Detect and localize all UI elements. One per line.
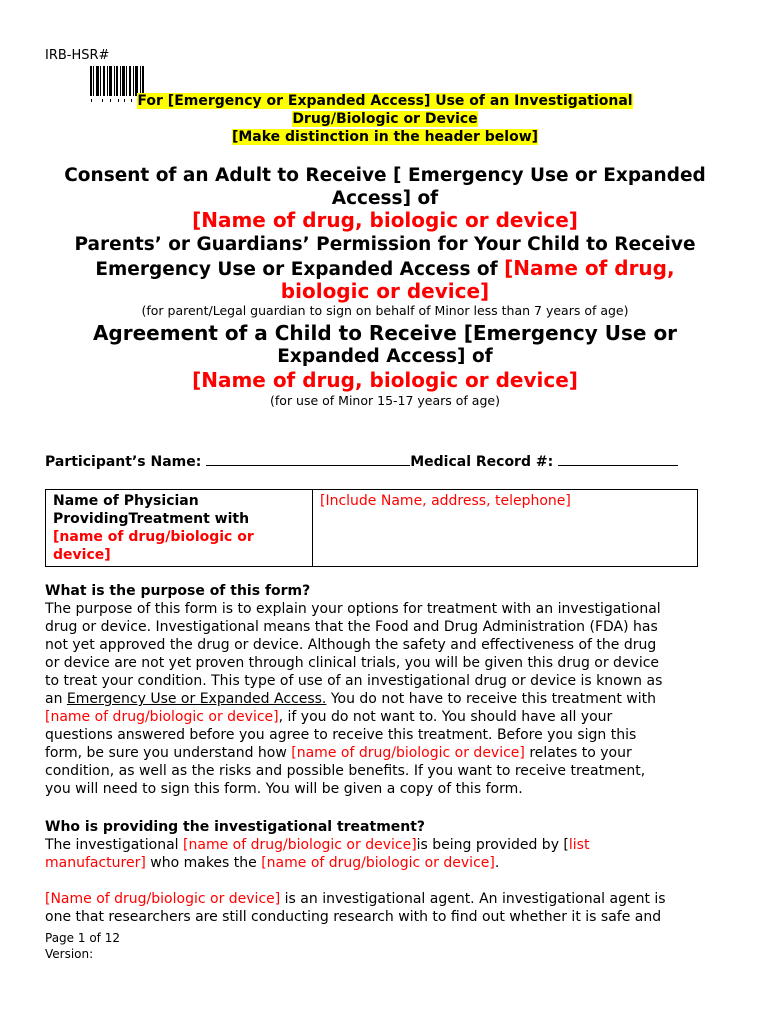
physician-label-line: ProvidingTreatment with bbox=[53, 511, 250, 527]
emergency-use-link: Emergency Use or Expanded Access. bbox=[66, 691, 327, 707]
purpose-line: not yet approved the drug or device. Although the safety and effectiveness of the drug bbox=[45, 637, 657, 653]
spacer bbox=[45, 872, 725, 890]
text: is an investigational agent. An investigational agent is bbox=[280, 891, 666, 907]
text: , if you do not want to. You should have all your bbox=[278, 709, 613, 725]
purpose-line bbox=[45, 744, 725, 762]
participant-name-field[interactable] bbox=[206, 451, 410, 466]
purpose-line bbox=[45, 690, 725, 708]
text: You do not have to receive this treatment with bbox=[326, 691, 656, 707]
highlight-text: Drug/Biologic or Device bbox=[292, 111, 478, 127]
participant-row bbox=[45, 451, 725, 470]
parent-title-drug-2: biologic or device] bbox=[280, 279, 490, 303]
provider-line bbox=[45, 854, 725, 872]
physician-label-drug: device] bbox=[53, 547, 111, 563]
text: who makes the bbox=[145, 855, 262, 871]
text: form, be sure you understand how bbox=[45, 745, 292, 761]
manufacturer-placeholder: list bbox=[568, 837, 590, 853]
provider-line bbox=[45, 836, 725, 854]
purpose-line: to treat your condition. This type of use of an investigational drug or device is known as bbox=[45, 673, 663, 689]
adult-title-drug: [Name of drug, biologic or device] bbox=[192, 208, 578, 232]
purpose-line bbox=[45, 708, 725, 726]
version-label: Version: bbox=[45, 947, 94, 961]
text: an bbox=[45, 691, 67, 707]
page-number: Page 1 of 12 bbox=[45, 931, 120, 945]
purpose-line: you will need to sign this form. You will be given a copy of this form. bbox=[45, 781, 523, 797]
parent-title-drug: [Name of drug, bbox=[504, 256, 675, 280]
drug-placeholder: [name of drug/biologic or device] bbox=[261, 855, 495, 871]
provider-line bbox=[45, 890, 725, 908]
adult-title-line-2: Access] of bbox=[331, 188, 439, 209]
drug-placeholder: [Name of drug/biologic or device] bbox=[45, 891, 281, 907]
adult-title-line-1: Consent of an Adult to Receive [ Emergency Use or Expanded bbox=[64, 165, 706, 186]
purpose-line: or device are not yet proven through clinical trials, you will be given this drug or device bbox=[45, 655, 660, 671]
physician-table bbox=[45, 489, 698, 567]
purpose-line: The purpose of this form is to explain your options for treatment with an investigational bbox=[45, 601, 661, 617]
parent-title-line-1: Parents’ or Guardians’ Permission for Your Child to Receive bbox=[74, 234, 696, 255]
child-title-drug: [Name of drug, biologic or device] bbox=[192, 368, 578, 392]
parent-title-text: Emergency Use or Expanded Access of bbox=[95, 259, 505, 280]
highlight-text: [Make distinction in the header below] bbox=[231, 129, 539, 145]
purpose-line: drug or device. Investigational means that the Food and Drug Administration (FDA) has bbox=[45, 619, 658, 635]
purpose-heading: What is the purpose of this form? bbox=[45, 583, 311, 599]
medical-record-field[interactable] bbox=[558, 451, 678, 466]
participant-name-label: Participant’s Name: bbox=[45, 454, 207, 470]
header-highlight-line-1 bbox=[0, 92, 770, 110]
footer bbox=[45, 930, 120, 962]
text: The investigational bbox=[45, 837, 184, 853]
provider-heading: Who is providing the investigational treatment? bbox=[45, 819, 426, 835]
highlight-text: For [Emergency or Expanded Access] Use of an Investigational bbox=[137, 93, 633, 109]
manufacturer-placeholder: manufacturer] bbox=[45, 855, 146, 871]
parent-title-line-2 bbox=[40, 257, 730, 281]
text: is being provided by [ bbox=[416, 837, 569, 853]
purpose-line: condition, as well as the risks and possible benefits. If you want to receive treatment, bbox=[45, 763, 646, 779]
text: relates to your bbox=[524, 745, 632, 761]
header-highlight-line-3 bbox=[0, 128, 770, 146]
drug-placeholder: [name of drug/biologic or device] bbox=[45, 709, 279, 725]
irb-number: IRB-HSR# bbox=[45, 48, 110, 63]
physician-label-drug: [name of drug/biologic or bbox=[53, 529, 254, 545]
parent-note: (for parent/Legal guardian to sign on behalf of Minor less than 7 years of age) bbox=[141, 303, 629, 318]
drug-placeholder: [name of drug/biologic or device] bbox=[291, 745, 525, 761]
child-title-line-1: Agreement of a Child to Receive [Emergency Use or bbox=[92, 321, 678, 345]
text: . bbox=[494, 855, 500, 871]
child-title-line-2: Expanded Access] of bbox=[277, 346, 493, 367]
purpose-line: questions answered before you agree to receive this treatment. Before you sign this bbox=[45, 727, 637, 743]
physician-value-cell[interactable]: [Include Name, address, telephone] bbox=[313, 490, 698, 567]
provider-section bbox=[45, 818, 725, 926]
drug-placeholder: [name of drug/biologic or device] bbox=[183, 837, 417, 853]
physician-label-line: Name of Physician bbox=[53, 493, 199, 509]
provider-line: one that researchers are still conducting research with to find out whether it is safe and bbox=[45, 909, 662, 925]
medical-record-label: Medical Record #: bbox=[410, 454, 559, 470]
purpose-section bbox=[45, 582, 725, 798]
physician-label-cell bbox=[46, 490, 313, 567]
child-note: (for use of Minor 15-17 years of age) bbox=[270, 393, 500, 408]
header-highlight-line-2 bbox=[0, 110, 770, 128]
